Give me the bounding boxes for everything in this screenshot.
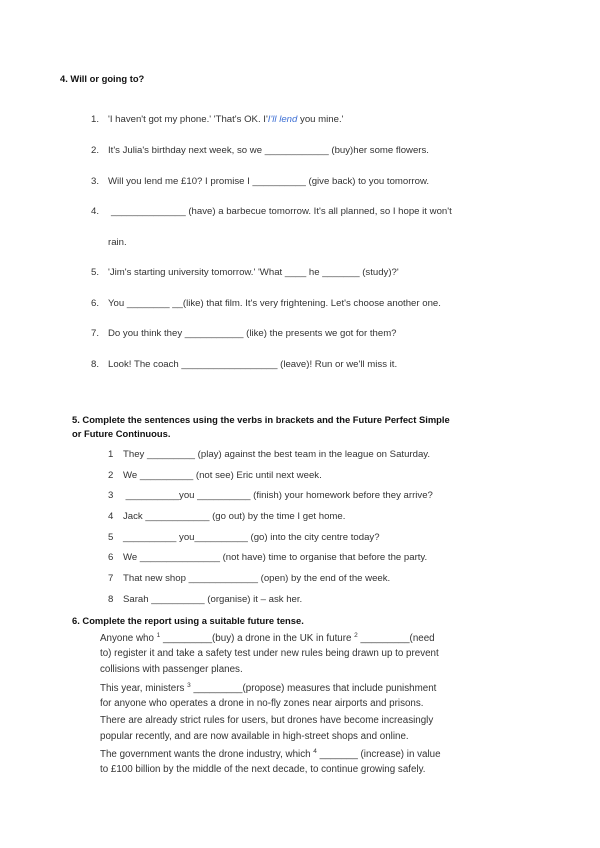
item-number: 2. — [91, 145, 100, 156]
item-text: 'I haven't got my phone.' 'That's OK. I' — [108, 114, 268, 125]
item-text: Will you lend me £10? I promise I __________ (give back) to you tomorrow. — [108, 176, 430, 187]
report-text: _______ (increase) in value — [316, 749, 441, 760]
list-item — [91, 176, 429, 187]
item-text: We _______________ (not have) time to organise that before the party. — [123, 552, 428, 563]
item-number: 4 — [108, 511, 114, 522]
list-item — [108, 552, 427, 563]
list-item — [91, 145, 429, 156]
report-text: _________(propose) measures that include punishment — [190, 683, 437, 694]
item-text: It's Julia's birthday next week, so we ____________ (buy)her some flowers. — [108, 145, 429, 156]
list-item — [91, 298, 441, 309]
list-item — [108, 449, 430, 460]
item-number: 6. — [91, 298, 100, 309]
list-item — [108, 490, 433, 501]
item-number: 3 — [108, 490, 114, 501]
report-text: The government wants the drone industry, which — [100, 749, 314, 760]
report-line — [100, 748, 441, 760]
gap-number: 1 — [156, 632, 161, 639]
item-number: 5. — [91, 267, 100, 278]
item-number: 4. — [91, 206, 100, 217]
list-item — [91, 267, 399, 278]
list-item — [91, 206, 452, 217]
report-text: Anyone who — [100, 633, 157, 644]
item-number: 8 — [108, 594, 114, 605]
item-number: 7 — [108, 573, 114, 584]
item-number: 8. — [91, 359, 100, 370]
list-item — [91, 114, 343, 125]
report-line — [100, 632, 435, 644]
example-answer: I'll lend — [267, 114, 298, 125]
list-item — [91, 359, 397, 370]
item-text: They _________ (play) against the best team in the league on Saturday. — [123, 449, 431, 460]
item-text: We __________ (not see) Eric until next week. — [123, 470, 322, 481]
item-text: Look! The coach __________________ (leave)! Run or we'll miss it. — [108, 359, 398, 370]
item-number: 7. — [91, 328, 100, 339]
report-text: _________(need — [357, 633, 435, 644]
item-text: __________ you__________ (go) into the city centre today? — [123, 532, 380, 543]
item-text: ______________ (have) a barbecue tomorrow. It's all planned, so I hope it won't — [111, 206, 452, 217]
report-text: _________(buy) a drone in the UK in future — [160, 633, 355, 644]
gap-number: 2 — [354, 632, 358, 639]
item-number: 1 — [108, 449, 114, 460]
report-line: collisions with passenger planes. — [100, 664, 243, 675]
list-item — [108, 573, 390, 584]
report-line: to) register it and take a safety test under new rules being drawn up to prevent — [100, 648, 439, 659]
list-item-continuation: rain. — [108, 237, 127, 248]
item-text: You ________ __(like) that film. It's very frightening. Let's choose another one. — [108, 298, 441, 309]
item-number: 1. — [91, 114, 100, 125]
list-item — [108, 594, 302, 605]
report-text: This year, ministers — [100, 683, 188, 694]
list-item — [91, 328, 397, 339]
report-line: for anyone who operates a drone in no-fly zones near airports and prisons. — [100, 698, 424, 709]
item-number: 6 — [108, 552, 114, 563]
list-item — [108, 470, 322, 481]
item-text: Sarah __________ (organise) it – ask her. — [123, 594, 303, 605]
section5-heading-continuation: or Future Continuous. — [72, 428, 171, 439]
item-number: 5 — [108, 532, 114, 543]
item-text: That new shop _____________ (open) by the end of the week. — [123, 573, 391, 584]
item-text: Do you think they ___________ (like) the presents we got for them? — [108, 328, 397, 339]
item-number: 2 — [108, 470, 114, 481]
gap-number: 3 — [187, 682, 191, 689]
item-text: you mine.' — [297, 114, 344, 125]
section4-heading: 4. Will or going to? — [60, 73, 145, 84]
item-text: Jack ____________ (go out) by the time I get home. — [123, 511, 346, 522]
section6-heading: 6. Complete the report using a suitable future tense. — [72, 615, 304, 626]
list-item — [108, 532, 380, 543]
item-text: 'Jim's starting university tomorrow.' 'What ____ he _______ (study)?' — [108, 267, 399, 278]
item-text: __________you __________ (finish) your homework before they arrive? — [123, 490, 433, 501]
report-line: to £100 billion by the middle of the next decade, to continue growing safely. — [100, 764, 426, 775]
list-item — [108, 511, 345, 522]
report-line: popular recently, and are now available in high-street shops and online. — [100, 731, 409, 742]
section5-heading: 5. Complete the sentences using the verbs in brackets and the Future Perfect Simple — [72, 414, 450, 425]
report-line — [100, 682, 436, 694]
report-line: There are already strict rules for users, but drones have become increasingly — [100, 715, 434, 726]
item-number: 3. — [91, 176, 100, 187]
gap-number: 4 — [313, 748, 317, 755]
